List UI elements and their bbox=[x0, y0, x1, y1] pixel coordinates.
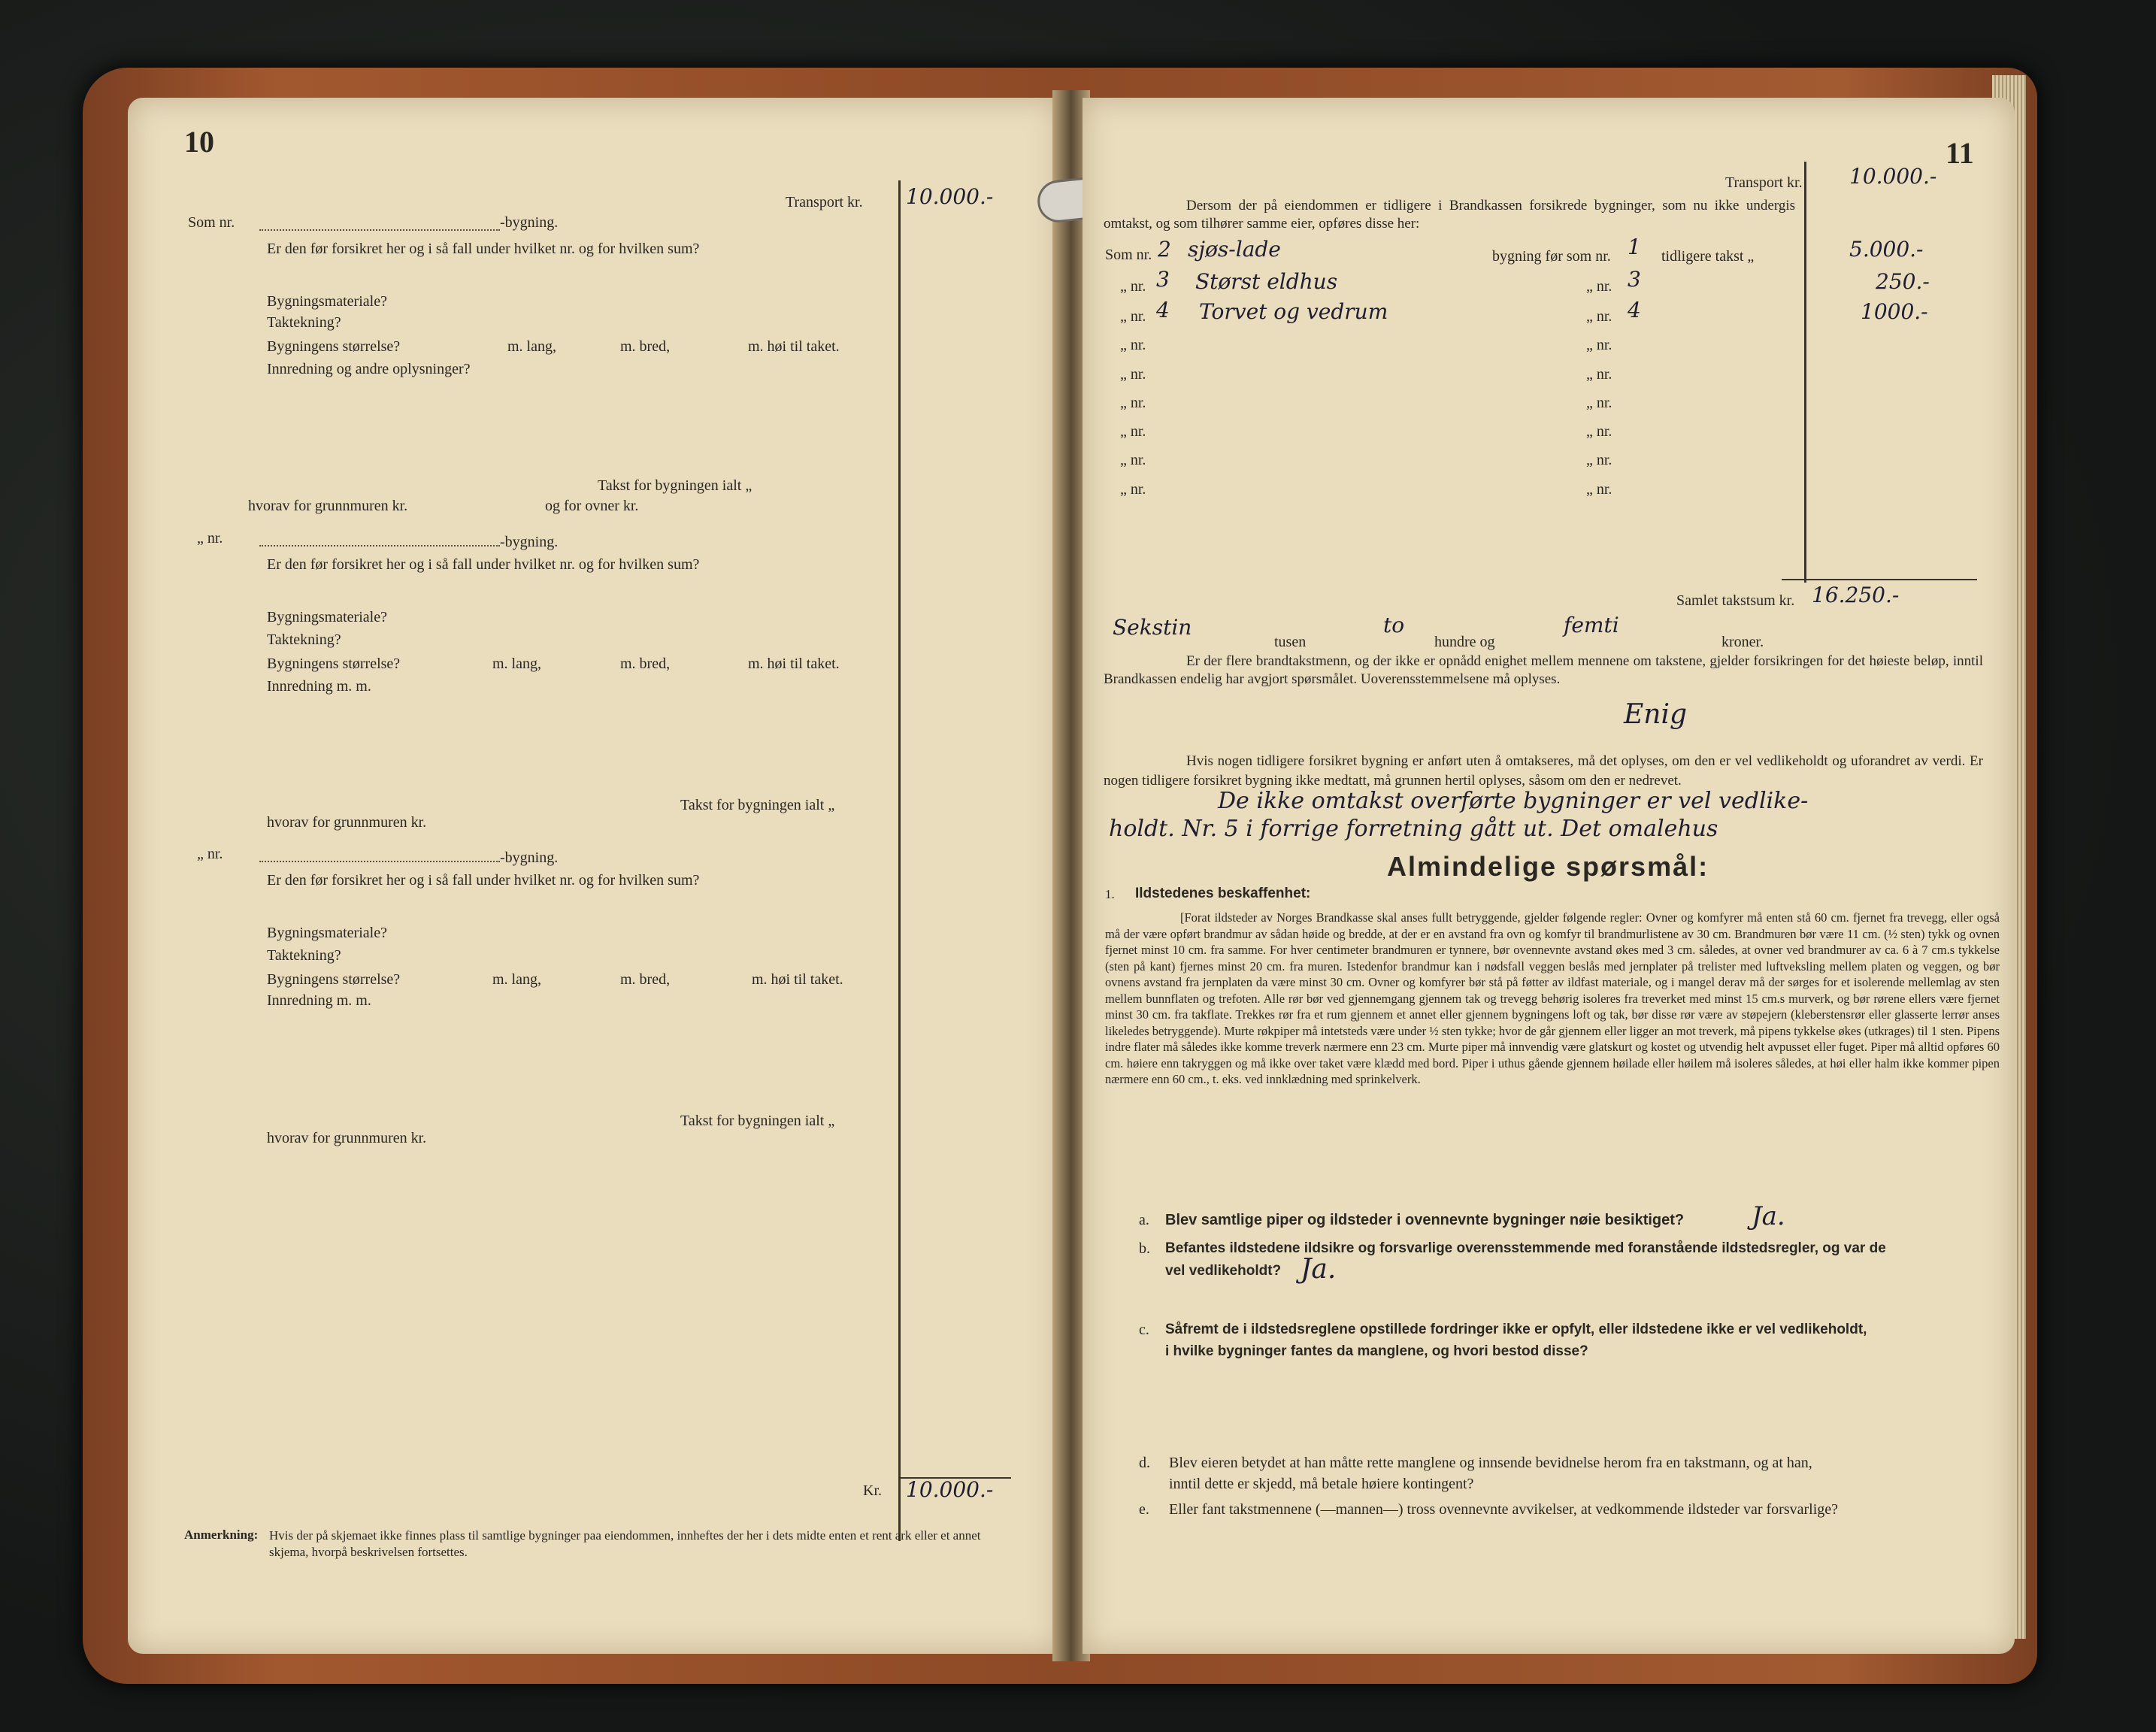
qa-text: Blev samtlige piper og ildsteder i ovennevnte bygninger nøie besiktiget? bbox=[1165, 1212, 1685, 1228]
samlet-line bbox=[1782, 579, 1977, 580]
q1-text: [Forat ildsteder av Norges Brandkasse skal anses fullt betryggende, gjelder følgende regler: Ovner og komfyrer må enten stå 60 cm. fjernet fra trevegg, eller også må der være opført brandmur av sådan høide og bredde, at der er en avstand fra ovn og komfyr til brandmurlistene av 30 cm. Brandmuren bør være 11 cm. (½ sten) tykk og ovnen fjernet minst 10 cm. fra samme. For hver centimeter brandmuren er tynnere, bør ovennevnte avstand økes med 3 cm. således, at ovner ved brandmurer av ca. 6 à 7 cm.s tykkelse (sten på kant) fjernes minst 20 cm. fra muren. Istedenfor brandmur kan i nødsfall veggen beslås med jernplater på trelister med luftveksling mellem platen og veggen, og bør ovnens avstand fra jernplaten da være minst 30 cm. Ovner og komfyrer bør stå på føtter av ildfast materiale, og i mangel derav må der sørges for et isolerende mellemlag av sten mellem bunnflaten og trefoten. Alle rør bør ved gjennemgang gjennem tak og trevegg behørig isoleres fra treverket med minst 15 cm.s murverk, og bør rørene ellers være fjernet minst 30 cm. fra takflate. Trekkes rør fra et rum gjennem et annet eller gjennem bygningens loft og tak, bør disse rør være av støpejern (kleberstensrør eller glasserte lerrør anses likeledes betryggende). Murte røkpiper må intetsteds være under ½ sten tykke; hvor de går gjennem eller ligger an mot treverk, må pipens tykkelse økes (utkrages) til 1 sten. Pipens indre flater må således ikke komme treverk nærmere enn 23 cm. Murte piper må innvendig være glatskurt og kostet og utvendig helt avpusset eller fuget. Piper må alltid opføres 60 cm. høiere enn takryggen og må ikke over taket være klædd med bord. Piper i uthus gående gjennem høilade eller høilem må isoleres således, at høi eller halm ikke kommer pipen nærmere enn 60 cm., t. eks. ved innklædning med sprinkelverk. bbox=[1105, 910, 2000, 1086]
amount-column-line bbox=[898, 180, 901, 1541]
intro-text: Dersom der på eiendommen er tidligere i Brandkassen forsikrede bygninger, som nu ikke undergis omtakst, og som tilhører samme eier, opføres disse her: bbox=[1104, 198, 1795, 232]
m-lang-label-2: m. lang, bbox=[492, 656, 541, 672]
hvis-handwriting-2: holdt. Nr. 5 i forrige forretning gått ut. Det omalehus bbox=[1109, 816, 1718, 842]
row8-nr-label: „ nr. bbox=[1120, 452, 1146, 468]
row3-name: Torvet og vedrum bbox=[1199, 299, 1388, 324]
taktekning-label-3: Taktekning? bbox=[267, 947, 341, 964]
row9-nr-label: „ nr. bbox=[1120, 481, 1146, 498]
bygning-label-3: -bygning. bbox=[500, 849, 559, 866]
row1-value: 5.000.- bbox=[1849, 237, 1924, 262]
qb-text-1: Befantes ildstedene ildsikre og forsvarlige overensstemmende med foranstående ildstedsregler, og var de bbox=[1165, 1240, 1886, 1256]
amount-column-line-right bbox=[1804, 162, 1806, 583]
nr-line-3 bbox=[259, 861, 500, 862]
page-number-right: 11 bbox=[1946, 136, 1974, 170]
anmerkning-label: Anmerkning: bbox=[184, 1528, 259, 1542]
samlet-value: 16.250.- bbox=[1812, 583, 1900, 607]
row2-nr-label-b: „ nr. bbox=[1586, 278, 1612, 295]
forsikret-question-3: Er den før forsikret her og i så fall under hvilket nr. og for hvilken sum? bbox=[267, 872, 700, 889]
qc-label: c. bbox=[1139, 1322, 1149, 1338]
row2-value: 250.- bbox=[1876, 269, 1930, 294]
hvorav-label-1: hvorav for grunnmuren kr. bbox=[248, 498, 408, 514]
row4-nr-label-b: „ nr. bbox=[1586, 337, 1612, 353]
transport-label-right: Transport kr. bbox=[1725, 174, 1803, 191]
storrelse-label-3: Bygningens størrelse? bbox=[267, 971, 401, 988]
row7-nr-label-b: „ nr. bbox=[1586, 423, 1612, 440]
qa-label: a. bbox=[1139, 1212, 1149, 1228]
hvorav-label-2: hvorav for grunnmuren kr. bbox=[267, 814, 427, 831]
m-bred-label: m. bred, bbox=[620, 338, 671, 355]
qd-text-1: Blev eieren betydet at han måtte rette manglene og innsende bevidnelse herom fra en takstmann, og at han, bbox=[1169, 1455, 1812, 1471]
hvis-text: Hvis nogen tidligere forsikret bygning er anført uten å omtakseres, må det oplyses, om den er vel vedlikeholdt og uforandret av verdi. Er nogen tidligere forsikret bygning ikke medtatt, må grunnen hertil oplyses, såsom om den er nedrevet. bbox=[1104, 753, 1983, 789]
materiale-label-2: Bygningsmateriale? bbox=[267, 609, 387, 625]
hundre-og-label: hundre og bbox=[1434, 634, 1495, 650]
transport-value-right: 10.000.- bbox=[1849, 164, 1937, 189]
qb-answer: Ja. bbox=[1301, 1254, 1337, 1285]
som-nr-line bbox=[259, 229, 500, 231]
takst-label-2: Takst for bygningen ialt „ bbox=[680, 797, 835, 813]
row1-name: sjøs-lade bbox=[1188, 237, 1281, 262]
enig-answer: Enig bbox=[1624, 699, 1688, 730]
bygning-label: -bygning. bbox=[500, 214, 559, 231]
takst-label-3: Takst for bygningen ialt „ bbox=[680, 1113, 835, 1129]
m-bred-label-3: m. bred, bbox=[620, 971, 671, 988]
total-label-left: Kr. bbox=[863, 1482, 882, 1499]
words-tens: femti bbox=[1564, 613, 1619, 637]
row3-nr-label: „ nr. bbox=[1120, 308, 1146, 325]
materiale-label-3: Bygningsmateriale? bbox=[267, 925, 387, 941]
row2-prev: 3 bbox=[1628, 267, 1641, 292]
m-bred-label-2: m. bred, bbox=[620, 656, 671, 672]
row3-nr: 4 bbox=[1156, 298, 1170, 322]
kroner-label: kroner. bbox=[1721, 634, 1764, 650]
qd-label: d. bbox=[1139, 1455, 1150, 1471]
storrelse-label-2: Bygningens størrelse? bbox=[267, 656, 401, 672]
row2-nr: 3 bbox=[1156, 267, 1170, 292]
qe-label: e. bbox=[1139, 1501, 1149, 1518]
row2-nr-label: „ nr. bbox=[1120, 278, 1146, 295]
bygning-label-2: -bygning. bbox=[500, 534, 559, 550]
nr-label-2: „ nr. bbox=[197, 530, 223, 547]
materiale-label: Bygningsmateriale? bbox=[267, 293, 387, 310]
row6-nr-label-b: „ nr. bbox=[1586, 395, 1612, 411]
qe-text: Eller fant takstmennene (—mannen—) tross ovennevnte avvikelser, at vedkommende ildsteder var forsvarlige? bbox=[1169, 1501, 1838, 1518]
transport-label-left: Transport kr. bbox=[786, 194, 863, 210]
row2-name: Størst eldhus bbox=[1195, 269, 1338, 294]
row6-nr-label: „ nr. bbox=[1120, 395, 1146, 411]
row8-nr-label-b: „ nr. bbox=[1586, 452, 1612, 468]
storrelse-label: Bygningens størrelse? bbox=[267, 338, 401, 355]
anmerkning-text: Hvis der på skjemaet ikke finnes plass til samtlige bygninger paa eiendommen, innheftes der her i dets midte enten et rent ark eller et annet skjema, hvorpå beskrivelsen fortsettes. bbox=[269, 1528, 981, 1559]
page-number-left: 10 bbox=[184, 125, 214, 159]
row4-nr-label: „ nr. bbox=[1120, 337, 1146, 353]
qc-text-2: i hvilke bygninger fantes da manglene, og hvori bestod disse? bbox=[1165, 1343, 1588, 1359]
qc-text-1: Såfremt de i ildstedsreglene opstillede fordringer ikke er opfylt, eller ildstedene ikke er vel vedlikeholdt, bbox=[1165, 1322, 1867, 1337]
m-hoi-label-2: m. høi til taket. bbox=[748, 656, 840, 672]
words-thousand: Sekstin bbox=[1113, 615, 1192, 640]
forsikret-question: Er den før forsikret her og i så fall under hvilket nr. og for hvilken sum? bbox=[267, 241, 700, 257]
innredning-label-1: Innredning og andre oplysninger? bbox=[267, 361, 471, 377]
som-nr-label: Som nr. bbox=[188, 214, 235, 231]
taktekning-label-2: Taktekning? bbox=[267, 631, 341, 648]
nr-label-3: „ nr. bbox=[197, 846, 223, 862]
som-nr-label-right: Som nr. bbox=[1105, 247, 1152, 263]
words-hundred: to bbox=[1383, 613, 1405, 637]
innredning-label-3: Innredning m. m. bbox=[267, 992, 371, 1009]
row1-bygning-for: bygning før som nr. bbox=[1492, 248, 1611, 265]
row3-prev: 4 bbox=[1628, 298, 1641, 322]
flere-text: Er der flere brandtakstmenn, og der ikke er opnådd enighet mellem mennene om takstene, gjelder forsikringen for det høieste beløp, inntil Brandkassen endelig har avgjort spørsmålet. Uoverensstemmelsene må oplyses. bbox=[1104, 653, 1983, 687]
row1-prev: 1 bbox=[1628, 235, 1641, 259]
row1-tidligere: tidligere takst „ bbox=[1661, 248, 1755, 265]
row3-nr-label-b: „ nr. bbox=[1586, 308, 1612, 325]
row3-value: 1000.- bbox=[1861, 299, 1928, 324]
hvis-handwriting-1: De ikke omtakst overførte bygninger er vel vedlike- bbox=[1218, 788, 1809, 814]
qb-text-2: vel vedlikeholdt? bbox=[1165, 1263, 1282, 1279]
taktekning-label: Taktekning? bbox=[267, 314, 341, 331]
row7-nr-label: „ nr. bbox=[1120, 423, 1146, 440]
qb-label: b. bbox=[1139, 1240, 1150, 1257]
m-hoi-label-3: m. høi til taket. bbox=[752, 971, 843, 988]
q1-label: 1. bbox=[1105, 887, 1115, 901]
section-title: Almindelige spørsmål: bbox=[1387, 851, 1709, 882]
row5-nr-label-b: „ nr. bbox=[1586, 366, 1612, 383]
tusen-label: tusen bbox=[1274, 634, 1307, 650]
forsikret-question-2: Er den før forsikret her og i så fall under hvilket nr. og for hvilken sum? bbox=[267, 556, 700, 573]
row1-nr: 2 bbox=[1158, 237, 1171, 262]
qd-text-2: inntil dette er skjedd, må betale høiere kontingent? bbox=[1169, 1476, 1474, 1492]
og-ovner-label: og for ovner kr. bbox=[545, 498, 639, 514]
m-lang-label-3: m. lang, bbox=[492, 971, 541, 988]
m-lang-label: m. lang, bbox=[507, 338, 556, 355]
nr-line-2 bbox=[259, 545, 500, 547]
row5-nr-label: „ nr. bbox=[1120, 366, 1146, 383]
q1-title: Ildstedenes beskaffenhet: bbox=[1135, 886, 1311, 901]
row9-nr-label-b: „ nr. bbox=[1586, 481, 1612, 498]
innredning-label-2: Innredning m. m. bbox=[267, 678, 371, 695]
m-hoi-label: m. høi til taket. bbox=[748, 338, 840, 355]
qa-answer: Ja. bbox=[1752, 1201, 1785, 1231]
total-value-left: 10.000.- bbox=[906, 1477, 994, 1502]
samlet-label: Samlet takstsum kr. bbox=[1676, 592, 1795, 609]
takst-label-1: Takst for bygningen ialt „ bbox=[598, 477, 752, 494]
transport-value-left: 10.000.- bbox=[906, 184, 994, 209]
hvorav-label-3: hvorav for grunnmuren kr. bbox=[267, 1130, 427, 1146]
